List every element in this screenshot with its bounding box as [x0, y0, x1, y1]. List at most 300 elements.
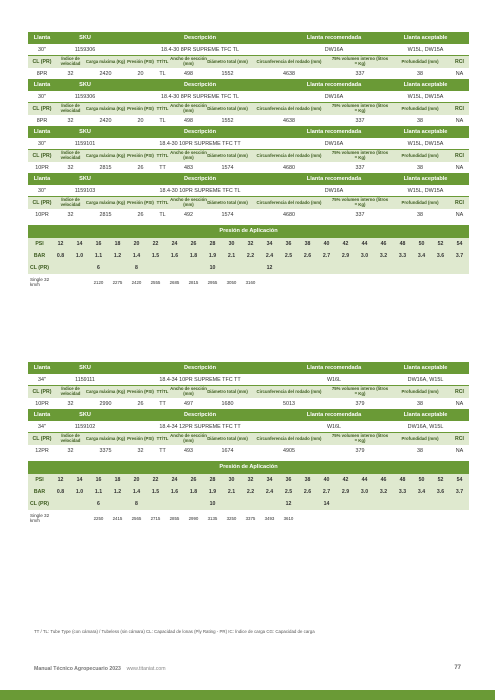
header-recomendada: Llanta recomendada — [286, 362, 382, 374]
aplicacion-title: Presión de Aplicación — [28, 225, 469, 238]
spec-row — [28, 115, 469, 126]
header-sku: SKU — [56, 79, 114, 91]
header-recomendada: Llanta recomendada — [286, 126, 382, 138]
tire-table — [28, 362, 469, 385]
tire-row — [28, 185, 469, 196]
spec-cl: 8PR — [28, 115, 56, 126]
spec-tttl: TT — [155, 445, 170, 456]
spec-table — [28, 150, 469, 173]
sub-ancho: Ancho de sección (mm) — [170, 386, 207, 396]
single-cell — [336, 274, 355, 290]
sub-circunferencia: Circunferencia del rodado (mm) — [248, 386, 330, 398]
spec-profundidad: 38 — [390, 115, 450, 126]
spec-cl: 10PR — [28, 398, 56, 409]
tire-sku: 1159102 — [56, 421, 114, 432]
single-cell — [355, 510, 374, 526]
single-cell — [450, 274, 469, 290]
cl-cell — [450, 498, 469, 510]
cl-cell — [70, 262, 89, 274]
psi-cell: 14 — [70, 474, 89, 486]
aplicacion-title: Presión de Aplicación — [28, 461, 469, 474]
spec-carga: 2420 — [85, 68, 126, 79]
cl-cell: 8 — [127, 498, 146, 510]
psi-cell: 28 — [203, 474, 222, 486]
spec-profundidad: 38 — [390, 398, 450, 409]
header-row — [28, 362, 469, 374]
cl-cell — [51, 262, 70, 274]
tire-llanta: 34" — [28, 421, 56, 432]
psi-cell: 46 — [374, 238, 393, 250]
single-cell — [412, 510, 431, 526]
header-row — [28, 173, 469, 185]
spec-cl: 10PR — [28, 209, 56, 220]
single-cell — [279, 274, 298, 290]
spec-volumen: 337 — [330, 68, 390, 79]
bar-label: BAR — [28, 250, 51, 262]
header-row — [28, 32, 469, 44]
tire-table — [28, 126, 469, 149]
single-label: Single 32 km/h — [28, 274, 51, 290]
cl-cell: 10 — [203, 262, 222, 274]
bar-cell: 2.5 — [279, 250, 298, 262]
psi-cell: 40 — [317, 238, 336, 250]
bar-cell: 1.9 — [203, 486, 222, 498]
bar-cell: 0.8 — [51, 486, 70, 498]
bar-cell: 3.0 — [355, 486, 374, 498]
tire-row — [28, 44, 469, 55]
cl-cell: 12 — [279, 498, 298, 510]
header-aceptable: Llanta aceptable — [382, 79, 469, 91]
sub-indice: Índice de velocidad — [56, 386, 85, 398]
header-aceptable: Llanta aceptable — [382, 126, 469, 138]
header-recomendada: Llanta recomendada — [286, 409, 382, 421]
single-cell — [70, 274, 89, 290]
psi-cell: 52 — [431, 238, 450, 250]
bar-cell: 1.1 — [89, 486, 108, 498]
bar-cell: 1.8 — [184, 486, 203, 498]
cl-cell: 12 — [260, 262, 279, 274]
spec-table — [28, 197, 469, 220]
bar-cell: 3.6 — [431, 250, 450, 262]
cl-cell — [146, 498, 165, 510]
bar-cell: 3.7 — [450, 250, 469, 262]
tire-block-1-2 — [28, 79, 469, 126]
bar-cell: 1.4 — [127, 486, 146, 498]
tire-recomendada: DW16A — [286, 91, 382, 102]
single-cell: 3250 — [222, 510, 241, 526]
spec-volumen: 337 — [330, 162, 390, 173]
header-descripcion: Descripción — [114, 362, 286, 374]
psi-row — [28, 474, 469, 486]
single-cell: 3610 — [279, 510, 298, 526]
single-cell: 2250 — [89, 510, 108, 526]
psi-cell: 12 — [51, 474, 70, 486]
sub-presion: Presión (PSI) — [126, 433, 155, 445]
psi-cell: 44 — [355, 474, 374, 486]
spec-header-row — [28, 386, 469, 398]
single-cell — [317, 510, 336, 526]
single-cell: 3135 — [203, 510, 222, 526]
sub-circunferencia: Circunferencia del rodado (mm) — [248, 197, 330, 209]
sub-carga: Carga máxima (Kg) — [85, 433, 126, 445]
sub-ancho: Ancho de sección (mm) — [170, 433, 207, 443]
psi-cell: 42 — [336, 474, 355, 486]
single-cell: 2420 — [127, 274, 146, 290]
footnote: TT / TL: Tube Type (con cámara) / Tubeless (sin cámara) CL: Capacidad de lonas (Ply Rating - PR) IC: Índice de carga CG: Capacidad de carga — [34, 629, 315, 634]
tire-block-2-1 — [28, 362, 469, 409]
tire-llanta: 30" — [28, 91, 56, 102]
bar-cell: 1.0 — [70, 250, 89, 262]
tire-row — [28, 138, 469, 149]
bar-cell: 3.2 — [374, 250, 393, 262]
bar-cell: 0.8 — [51, 250, 70, 262]
psi-cell: 50 — [412, 474, 431, 486]
cl-cell — [336, 262, 355, 274]
bar-cell: 2.1 — [222, 486, 241, 498]
bar-cell: 3.2 — [374, 486, 393, 498]
aplicacion-table — [28, 474, 469, 526]
bar-cell: 1.0 — [70, 486, 89, 498]
psi-cell: 22 — [146, 238, 165, 250]
spec-circunferencia: 4638 — [248, 68, 330, 79]
spec-rci: NA — [450, 398, 469, 409]
sub-diametro: Diámetro total (mm) — [207, 103, 248, 115]
bar-cell: 1.2 — [108, 250, 127, 262]
sub-circunferencia: Circunferencia del rodado (mm) — [248, 103, 330, 115]
header-row — [28, 126, 469, 138]
header-descripcion: Descripción — [114, 173, 286, 185]
cl-cell — [146, 262, 165, 274]
spec-diametro: 1574 — [207, 209, 248, 220]
single-cell — [374, 510, 393, 526]
single-cell: 2565 — [127, 510, 146, 526]
spec-presion: 32 — [126, 445, 155, 456]
spec-cl: 8PR — [28, 68, 56, 79]
sub-volumen: 75% volumen interno (litros = Kg) — [331, 197, 389, 207]
sub-profundidad: Profundidad (mm) — [390, 197, 450, 209]
single-cell: 2990 — [184, 510, 203, 526]
bar-cell: 3.4 — [412, 250, 431, 262]
single-cell — [298, 510, 317, 526]
spec-tttl: TT — [155, 162, 170, 173]
header-sku: SKU — [56, 173, 114, 185]
psi-cell: 42 — [336, 238, 355, 250]
cl-cell — [298, 498, 317, 510]
spec-carga: 2815 — [85, 209, 126, 220]
bar-row — [28, 486, 469, 498]
sub-circunferencia: Circunferencia del rodado (mm) — [248, 56, 330, 68]
bar-cell: 3.3 — [393, 486, 412, 498]
sub-diametro: Diámetro total (mm) — [207, 150, 248, 162]
sub-volumen: 75% volumen interno (litros = Kg) — [331, 386, 389, 396]
single-cell: 2415 — [108, 510, 127, 526]
sub-rci: RCI — [450, 103, 469, 115]
spec-tttl: TL — [155, 68, 170, 79]
cl-cell — [184, 498, 203, 510]
spec-table — [28, 56, 469, 79]
single-cell: 2855 — [165, 510, 184, 526]
cl-cell — [222, 262, 241, 274]
psi-cell: 48 — [393, 238, 412, 250]
tire-table — [28, 79, 469, 102]
spec-volumen: 379 — [330, 398, 390, 409]
spec-carga: 2990 — [85, 398, 126, 409]
cl-cell — [317, 262, 336, 274]
bar-cell: 2.2 — [241, 486, 260, 498]
spec-header-row — [28, 197, 469, 209]
spec-cl: 12PR — [28, 445, 56, 456]
spec-carga: 2420 — [85, 115, 126, 126]
tire-table — [28, 173, 469, 196]
spec-indice: 32 — [56, 398, 85, 409]
spec-presion: 26 — [126, 398, 155, 409]
spec-diametro: 1552 — [207, 115, 248, 126]
spec-tttl: TT — [155, 398, 170, 409]
spec-header-row — [28, 433, 469, 445]
spec-row — [28, 162, 469, 173]
single-cell — [70, 510, 89, 526]
psi-cell: 54 — [450, 238, 469, 250]
psi-cell: 52 — [431, 474, 450, 486]
header-llanta: Llanta — [28, 173, 56, 185]
tire-row — [28, 91, 469, 102]
spec-cl: 10PR — [28, 162, 56, 173]
spec-circunferencia: 4905 — [248, 445, 330, 456]
header-llanta: Llanta — [28, 362, 56, 374]
header-descripcion: Descripción — [114, 126, 286, 138]
single-cell — [51, 274, 70, 290]
cl-cell — [393, 498, 412, 510]
bar-label: BAR — [28, 486, 51, 498]
cl-cell — [241, 498, 260, 510]
sub-indice: Índice de velocidad — [56, 103, 85, 115]
cl-cell — [431, 262, 450, 274]
psi-cell: 34 — [260, 474, 279, 486]
single-cell — [450, 510, 469, 526]
header-llanta: Llanta — [28, 126, 56, 138]
psi-cell: 18 — [108, 474, 127, 486]
cl-cell: 14 — [317, 498, 336, 510]
cl-cell — [184, 262, 203, 274]
single-cell — [431, 510, 450, 526]
psi-cell: 12 — [51, 238, 70, 250]
cl-cell — [374, 262, 393, 274]
sub-circunferencia: Circunferencia del rodado (mm) — [248, 433, 330, 445]
psi-cell: 16 — [89, 238, 108, 250]
spec-rci: NA — [450, 209, 469, 220]
tire-aceptable: W15L, DW15A — [382, 138, 469, 149]
tire-recomendada: DW16A — [286, 185, 382, 196]
tire-sku: 1159111 — [56, 374, 114, 385]
sub-volumen: 75% volumen interno (litros = Kg) — [331, 56, 389, 66]
footer — [34, 666, 166, 672]
bar-cell: 3.0 — [355, 250, 374, 262]
cl-cell — [279, 262, 298, 274]
spec-presion: 26 — [126, 209, 155, 220]
psi-cell: 18 — [108, 238, 127, 250]
sub-volumen: 75% volumen interno (litros = Kg) — [331, 433, 389, 443]
bottom-bar — [0, 690, 495, 700]
psi-cell: 36 — [279, 474, 298, 486]
bar-cell: 1.8 — [184, 250, 203, 262]
single-cell — [355, 274, 374, 290]
psi-cell: 30 — [222, 474, 241, 486]
tire-aceptable: W15L, DW15A — [382, 185, 469, 196]
sub-rci: RCI — [450, 197, 469, 209]
single-row — [28, 274, 469, 290]
tire-row — [28, 374, 469, 385]
spec-volumen: 337 — [330, 115, 390, 126]
cl-cell — [431, 498, 450, 510]
spec-circunferencia: 4680 — [248, 162, 330, 173]
tire-block-1-1 — [28, 32, 469, 79]
header-sku: SKU — [56, 32, 114, 44]
bar-cell: 2.2 — [241, 250, 260, 262]
tire-sku: 1159306 — [56, 91, 114, 102]
header-descripcion: Descripción — [114, 32, 286, 44]
spec-volumen: 379 — [330, 445, 390, 456]
bar-cell: 1.4 — [127, 250, 146, 262]
tire-recomendada: W16L — [286, 421, 382, 432]
sub-rci: RCI — [450, 150, 469, 162]
spec-profundidad: 38 — [390, 445, 450, 456]
single-cell — [412, 274, 431, 290]
sub-profundidad: Profundidad (mm) — [390, 150, 450, 162]
spec-rci: NA — [450, 68, 469, 79]
tire-sku: 1159101 — [56, 138, 114, 149]
sub-profundidad: Profundidad (mm) — [390, 433, 450, 445]
cl-cell — [222, 498, 241, 510]
spec-presion: 20 — [126, 68, 155, 79]
sub-indice: Índice de velocidad — [56, 56, 85, 68]
header-llanta: Llanta — [28, 32, 56, 44]
sub-cl: CL (PR) — [28, 197, 56, 209]
psi-cell: 40 — [317, 474, 336, 486]
tire-llanta: 30" — [28, 185, 56, 196]
spec-row — [28, 68, 469, 79]
spec-profundidad: 38 — [390, 162, 450, 173]
spec-profundidad: 38 — [390, 209, 450, 220]
psi-label: PSI — [28, 238, 51, 250]
bar-cell: 2.4 — [260, 486, 279, 498]
bar-cell: 2.4 — [260, 250, 279, 262]
header-sku: SKU — [56, 409, 114, 421]
sub-ancho: Ancho de sección (mm) — [170, 56, 207, 66]
header-descripcion: Descripción — [114, 79, 286, 91]
footer-manual: Manual Técnico Agropecuario 2023 — [34, 666, 121, 672]
bar-cell: 2.7 — [317, 250, 336, 262]
cl-cell — [165, 498, 184, 510]
spec-tttl: TL — [155, 115, 170, 126]
sub-circunferencia: Circunferencia del rodado (mm) — [248, 150, 330, 162]
psi-cell: 16 — [89, 474, 108, 486]
header-llanta: Llanta — [28, 409, 56, 421]
tire-llanta: 30" — [28, 44, 56, 55]
sub-presion: Presión (PSI) — [126, 150, 155, 162]
psi-cell: 44 — [355, 238, 374, 250]
psi-cell: 24 — [165, 238, 184, 250]
bar-cell: 1.5 — [146, 250, 165, 262]
single-cell: 3493 — [260, 510, 279, 526]
tire-recomendada: W16L — [286, 374, 382, 385]
cl-cell: 8 — [127, 262, 146, 274]
single-cell: 2555 — [146, 274, 165, 290]
tire-llanta: 34" — [28, 374, 56, 385]
sub-volumen: 75% volumen interno (litros = Kg) — [331, 103, 389, 113]
cl-cell — [51, 498, 70, 510]
cl-cell — [298, 262, 317, 274]
header-row — [28, 409, 469, 421]
tire-aceptable: DW16A, W15L — [382, 374, 469, 385]
spec-table — [28, 433, 469, 456]
sub-diametro: Diámetro total (mm) — [207, 386, 248, 398]
sub-cl: CL (PR) — [28, 56, 56, 68]
single-cell — [51, 510, 70, 526]
tire-recomendada: DW16A — [286, 44, 382, 55]
sub-rci: RCI — [450, 386, 469, 398]
header-llanta: Llanta — [28, 79, 56, 91]
header-descripcion: Descripción — [114, 409, 286, 421]
cl-row — [28, 262, 469, 274]
spec-header-row — [28, 103, 469, 115]
spec-indice: 32 — [56, 68, 85, 79]
psi-cell: 50 — [412, 238, 431, 250]
spec-row — [28, 209, 469, 220]
sub-profundidad: Profundidad (mm) — [390, 103, 450, 115]
cl-label: CL (PR) — [28, 262, 51, 274]
tire-aceptable: W15L, DW15A — [382, 91, 469, 102]
bar-cell: 3.6 — [431, 486, 450, 498]
cl-label: CL (PR) — [28, 498, 51, 510]
cl-cell — [393, 262, 412, 274]
sub-presion: Presión (PSI) — [126, 197, 155, 209]
bar-cell: 2.6 — [298, 486, 317, 498]
single-cell — [260, 274, 279, 290]
tire-descripcion: 18.4-30 8PR SUPREME TFC TL — [114, 91, 286, 102]
cl-cell — [450, 262, 469, 274]
spec-rci: NA — [450, 162, 469, 173]
single-cell — [374, 274, 393, 290]
tire-aceptable: W15L, DW15A — [382, 44, 469, 55]
header-aceptable: Llanta aceptable — [382, 362, 469, 374]
header-row — [28, 79, 469, 91]
bar-cell: 2.6 — [298, 250, 317, 262]
spec-table — [28, 103, 469, 126]
psi-cell: 24 — [165, 474, 184, 486]
tire-recomendada: DW16A — [286, 138, 382, 149]
cl-cell — [260, 498, 279, 510]
spec-indice: 32 — [56, 162, 85, 173]
spec-rci: NA — [450, 115, 469, 126]
cl-cell — [355, 498, 374, 510]
bar-cell: 2.9 — [336, 250, 355, 262]
cl-cell — [108, 262, 127, 274]
psi-cell: 20 — [127, 474, 146, 486]
bar-cell: 1.9 — [203, 250, 222, 262]
single-cell — [431, 274, 450, 290]
sub-rci: RCI — [450, 56, 469, 68]
page-number: 77 — [454, 665, 461, 671]
sub-tttl: TT/TL — [155, 197, 170, 209]
spec-volumen: 337 — [330, 209, 390, 220]
spec-ancho: 483 — [170, 162, 207, 173]
psi-cell: 38 — [298, 474, 317, 486]
sub-carga: Carga máxima (Kg) — [85, 103, 126, 115]
spec-indice: 32 — [56, 115, 85, 126]
cl-cell — [241, 262, 260, 274]
header-recomendada: Llanta recomendada — [286, 79, 382, 91]
tire-descripcion: 18.4-34 10PR SUPREME TFC TT — [114, 374, 286, 385]
